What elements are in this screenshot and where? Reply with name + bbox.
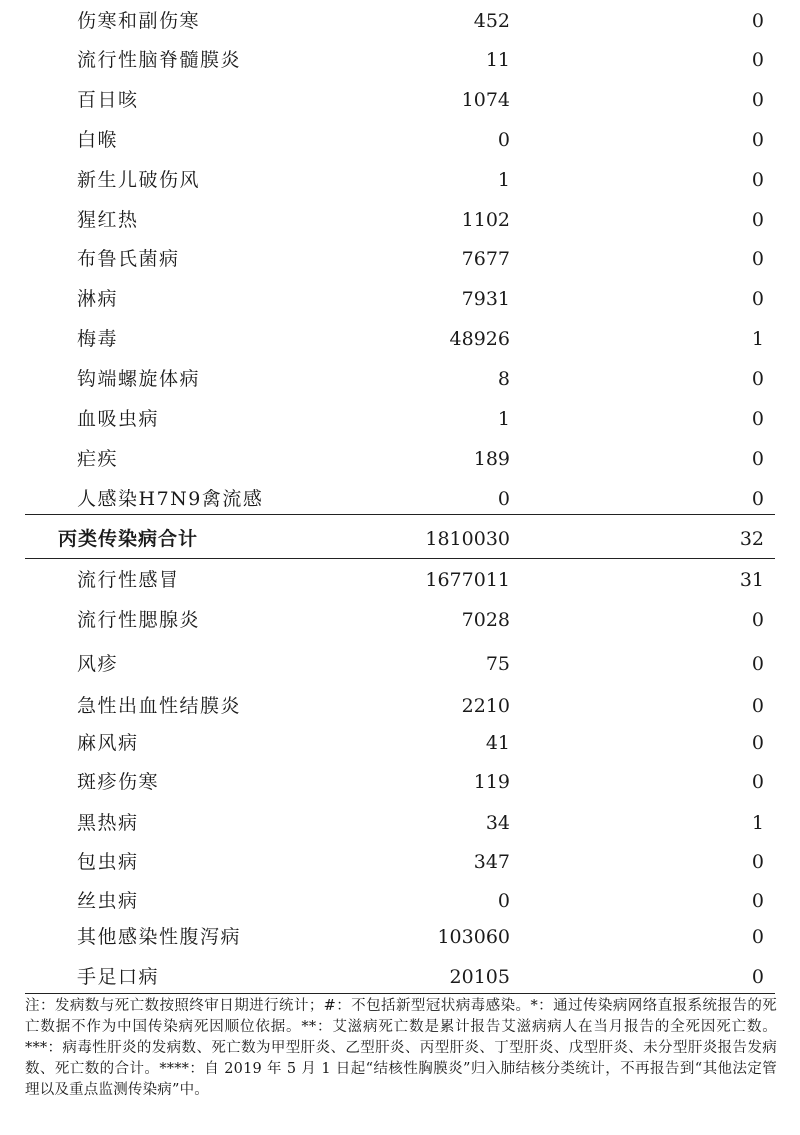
case-count: 0	[497, 129, 510, 151]
case-count: 1	[497, 408, 510, 430]
disease-name: 包虫病	[77, 851, 139, 873]
table-row	[0, 605, 800, 635]
death-count: 0	[751, 771, 764, 793]
case-count: 41	[485, 732, 510, 754]
table-row	[0, 484, 800, 514]
case-count: 34	[485, 812, 510, 834]
case-count: 0	[497, 890, 510, 912]
disease-name: 百日咳	[77, 89, 139, 111]
total-death-count: 32	[739, 528, 764, 550]
case-count: 11	[485, 49, 510, 71]
disease-name: 梅毒	[77, 328, 119, 350]
disease-name: 布鲁氏菌病	[77, 248, 180, 270]
death-count: 0	[751, 248, 764, 270]
disease-name: 黑热病	[77, 812, 139, 834]
case-count: 103060	[437, 926, 510, 948]
section-divider	[25, 558, 775, 559]
disease-name: 麻风病	[77, 732, 139, 754]
class-c-total-row	[0, 524, 800, 554]
death-count: 0	[751, 288, 764, 310]
table-row	[0, 125, 800, 155]
table-row	[0, 404, 800, 434]
death-count: 0	[751, 448, 764, 470]
case-count: 2210	[461, 695, 510, 717]
death-count: 0	[751, 890, 764, 912]
case-count: 8	[497, 368, 510, 390]
disease-name: 淋病	[77, 288, 119, 310]
table-row	[0, 767, 800, 797]
case-count: 7028	[461, 609, 510, 631]
death-count: 0	[751, 851, 764, 873]
case-count: 189	[473, 448, 510, 470]
death-count: 31	[739, 569, 764, 591]
table-row	[0, 886, 800, 916]
table-row	[0, 85, 800, 115]
disease-name: 流行性腮腺炎	[77, 609, 201, 631]
death-count: 0	[751, 653, 764, 675]
disease-name: 手足口病	[77, 966, 160, 988]
death-count: 0	[751, 209, 764, 231]
case-count: 48926	[449, 328, 510, 350]
section-divider	[25, 514, 775, 515]
case-count: 1102	[461, 209, 510, 231]
death-count: 1	[751, 328, 764, 350]
table-row	[0, 324, 800, 354]
disease-name: 新生儿破伤风	[77, 169, 201, 191]
death-count: 1	[751, 812, 764, 834]
case-count: 20105	[449, 966, 510, 988]
disease-name: 血吸虫病	[77, 408, 160, 430]
disease-name: 人感染H7N9禽流感	[77, 488, 264, 510]
disease-name: 伤寒和副伤寒	[77, 10, 201, 32]
disease-name: 白喉	[77, 129, 119, 151]
disease-name: 急性出血性结膜炎	[77, 695, 242, 717]
footnote: 注：发病数与死亡数按照终审日期进行统计；#：不包括新型冠状病毒感染。*：通过传染病网络直报系统报告的死亡数据不作为中国传染病死因顺位依据。**：艾滋病死亡数是累计报告艾滋病病人在当月报告的全死因死亡数。***：病毒性肝炎的发病数、死亡数为甲型肝炎、乙型肝炎、丙型肝炎、丁型肝炎、戊型肝炎、未分型肝炎报告发病数、死亡数的合计。****：自 2019 年 5 月 1 日起“结核性胸膜炎”归入肺结核分类统计，不再报告到“其他法定管理以及重点监测传染病”中。	[25, 998, 777, 1098]
case-count: 0	[497, 488, 510, 510]
death-count: 0	[751, 732, 764, 754]
disease-name: 猩红热	[77, 209, 139, 231]
table-row	[0, 728, 800, 758]
disease-name: 其他感染性腹泻病	[77, 926, 242, 948]
table-row	[0, 691, 800, 721]
death-count: 0	[751, 488, 764, 510]
table-row	[0, 6, 800, 36]
case-count: 7931	[461, 288, 510, 310]
table-row	[0, 922, 800, 952]
case-count: 1677011	[425, 569, 510, 591]
death-count: 0	[751, 89, 764, 111]
table-row	[0, 284, 800, 314]
death-count: 0	[751, 368, 764, 390]
disease-name: 斑疹伤寒	[77, 771, 160, 793]
table-row	[0, 847, 800, 877]
table-row	[0, 165, 800, 195]
disease-name: 风疹	[77, 653, 119, 675]
total-case-count: 1810030	[425, 528, 510, 550]
case-count: 119	[473, 771, 510, 793]
disease-name: 丝虫病	[77, 890, 139, 912]
case-count: 1	[497, 169, 510, 191]
case-count: 452	[473, 10, 510, 32]
footnote-divider	[25, 993, 775, 994]
table-row	[0, 962, 800, 992]
death-count: 0	[751, 966, 764, 988]
case-count: 7677	[461, 248, 510, 270]
death-count: 0	[751, 49, 764, 71]
death-count: 0	[751, 169, 764, 191]
table-row	[0, 808, 800, 838]
table-row	[0, 364, 800, 394]
death-count: 0	[751, 695, 764, 717]
total-label: 丙类传染病合计	[58, 528, 199, 550]
disease-name: 钩端螺旋体病	[77, 368, 201, 390]
case-count: 75	[485, 653, 510, 675]
table-row	[0, 45, 800, 75]
disease-name: 流行性脑脊髓膜炎	[77, 49, 242, 71]
case-count: 347	[473, 851, 510, 873]
table-row	[0, 565, 800, 595]
table-row	[0, 649, 800, 679]
death-count: 0	[751, 10, 764, 32]
case-count: 1074	[461, 89, 510, 111]
death-count: 0	[751, 408, 764, 430]
death-count: 0	[751, 129, 764, 151]
table-row	[0, 244, 800, 274]
disease-name: 疟疾	[77, 448, 119, 470]
table-row	[0, 444, 800, 474]
disease-name: 流行性感冒	[77, 569, 180, 591]
death-count: 0	[751, 609, 764, 631]
table-row	[0, 205, 800, 235]
death-count: 0	[751, 926, 764, 948]
